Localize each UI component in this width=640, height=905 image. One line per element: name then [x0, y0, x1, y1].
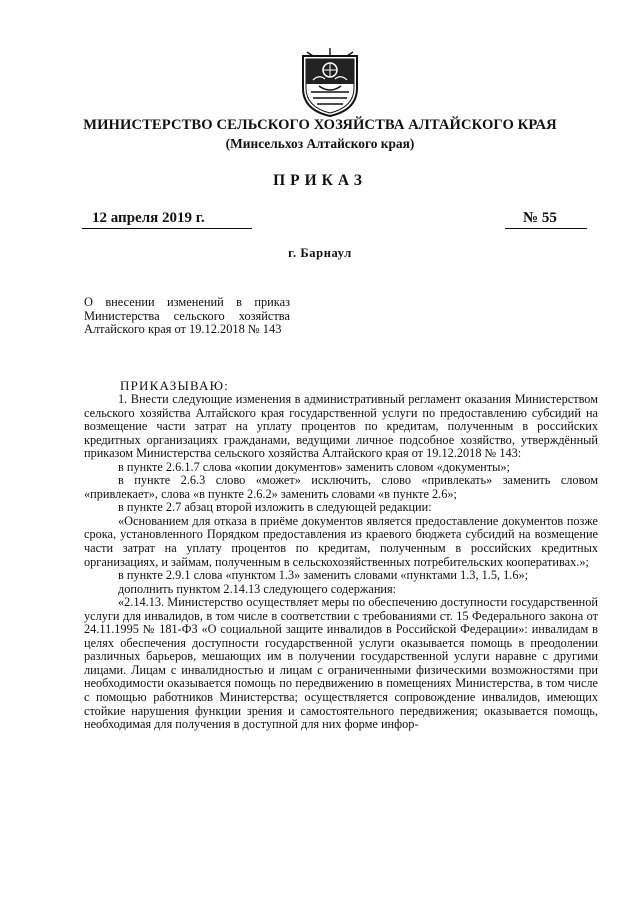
- body-paragraph: в пункте 2.6.3 слово «может» исключить, слово «привлекать» заменить словом «привлекает», слова «в пункте 2.6.2» заменить словами «в пункте 2.6»;: [84, 473, 598, 501]
- ministry-title: МИНИСТЕРСТВО СЕЛЬСКОГО ХОЗЯЙСТВА АЛТАЙСКОГО КРАЯ: [83, 117, 557, 133]
- body-paragraph: в пункте 2.7 абзац второй изложить в следующей редакции:: [118, 500, 432, 515]
- coat-of-arms-emblem: [299, 48, 361, 118]
- order-date: 12 апреля 2019 г.: [82, 209, 252, 229]
- body-paragraph: «Основанием для отказа в приёме документов является предоставление документов позже срока, установленного Порядком предоставления из краевого бюджета субсидий на возмещение части затрат на уплату процентов по кредитам, полученным в российских кредитных организациях, и займам, полученным в сельскохозяйственных потребительских кооперативах.»;: [84, 513, 598, 569]
- body-paragraph: «2.14.13. Министерство осуществляет меры по обеспечению доступности государственной услуги для инвалидов, в том числе в соответствии с требованиями ст. 15 Федерального закона от 24.11.1995 № 181-ФЗ «О социальной защите инвалидов в Российской Федерации»: инвалидам в целях обеспечения доступности государственной услуги оказывается помощь в преодолении различных барьеров, мешающих им в получении государственной услуги наравне с другими лицами. Лицам с инвалидностью и лицам с ограниченными физическими возможностями при необходимости оказывается помощь по передвижению в помещениях Министерства, в том числе с помощью работников Министерства; осуществляется сопровождение инвалидов, имеющих стойкие нарушения функции зрения и самостоятельного передвижения; оказывается помощь, необходимая для получения в доступной для них форме инфор-: [84, 595, 598, 732]
- order-directive: ПРИКАЗЫВАЮ:: [120, 378, 230, 393]
- ministry-short-title: (Минсельхоз Алтайского края): [225, 136, 415, 151]
- body-paragraph: дополнить пунктом 2.14.13 следующего содержания:: [118, 581, 397, 596]
- body-paragraph: в пункте 2.9.1 слова «пунктом 1.3» заменить словами «пунктами 1.3, 1.5, 1.6»;: [118, 568, 529, 583]
- order-body: [84, 393, 598, 732]
- order-number: № 55: [505, 209, 587, 229]
- order-subject: О внесении изменений в приказ Министерства сельского хозяйства Алтайского края от 19.12.2018 № 143: [84, 295, 290, 337]
- order-city: г. Барнаул: [288, 246, 352, 260]
- body-paragraph: в пункте 2.6.1.7 слова «копии документов» заменить словом «документы»;: [118, 459, 510, 474]
- document-type-title: ПРИКАЗ: [273, 172, 367, 189]
- body-paragraph: 1. Внести следующие изменения в административный регламент оказания Министерством сельского хозяйства Алтайского края государственной услуги по предоставлению субсидий на возмещение части затрат на уплату процентов по кредитам, полученным в российских кредитных организациях гражданами, ведущими личное подсобное хозяйство, утверждённый приказом Министерства сельского хозяйства Алтайского края от 19.12.2018 № 143:: [84, 392, 598, 461]
